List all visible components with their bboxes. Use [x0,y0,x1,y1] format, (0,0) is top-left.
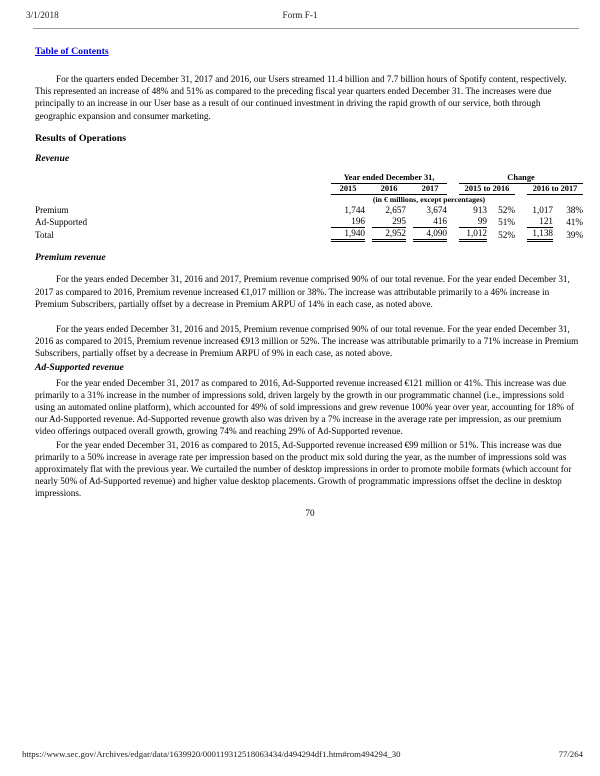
col-header-change-2015-2016: 2015 to 2016 [459,184,515,195]
total-change2-value: 1,138 [527,228,553,241]
col-header-change-2016-2017: 2016 to 2017 [527,184,583,195]
premium-change1-percent: 52% [498,204,516,215]
spacer-cell [35,184,331,195]
spacer-cell [35,173,331,184]
premium-change2-percent: 38% [566,204,584,215]
spacer-cell [406,204,413,216]
col-header-2015: 2015 [331,184,365,195]
total-change1-value: 1,012 [459,228,487,241]
print-date: 3/1/2018 [26,10,59,20]
premium-row-label: Premium [35,204,69,215]
spacer-cell [447,204,459,216]
premium-change1-value: 913 [473,204,488,215]
spacer-cell [365,204,372,216]
spacer-cell [515,204,527,216]
premium-paragraph-1: For the years ended December 31, 2016 and 2017, Premium revenue comprised 90% of our total revenue. For the year ended December 31, 2017 as compared to 2016, Premium revenue increased €1,017 million or 38%. The increase was attributable primarily to a 46% increase in Premium Subscribers, partially offset by a decrease in Premium ARPU of 14% in each case, as noted above. [35,274,570,309]
table-row-total [35,228,583,241]
col-header-2017: 2017 [413,184,447,195]
document-title: Form F-1 [282,10,318,20]
spacer-cell [406,216,413,228]
page-number: 70 [305,507,315,518]
units-note: (in € millions, except percentages) [372,194,486,204]
total-change1-percent: 52% [498,229,516,240]
spacer-cell [527,194,583,204]
revenue-table [35,173,583,243]
footer-page-indicator: 77/264 [558,749,583,759]
spacer-cell [515,228,527,241]
change-group-header: Change [459,173,583,184]
spacer-cell [515,216,527,228]
spacer-cell [35,194,331,204]
revenue-heading: Revenue [35,152,70,164]
results-of-operations-heading: Results of Operations [35,132,127,144]
premium-2015-value: 1,744 [344,204,365,215]
spacer-cell [406,184,413,195]
footer-url: https://www.sec.gov/Archives/edgar/data/1639920/000119312518063434/d494294df1.htm#rom494294_30 [22,749,401,759]
spacer-cell [365,216,372,228]
total-2015-value: 1,940 [331,228,365,241]
table-row-ad-supported [35,216,583,228]
header-divider [33,28,579,29]
premium-2016-value: 2,657 [385,204,406,215]
total-2017-value: 4,090 [413,228,447,241]
ad-supported-revenue-heading: Ad-Supported revenue [35,361,124,373]
premium-change2-value: 1,017 [532,204,554,215]
spacer-cell [365,228,372,241]
intro-paragraph: For the quarters ended December 31, 2017 and 2016, our Users streamed 11.4 billion and 7.7 billion hours of Spotify content, respectively. This represented an increase of 48% and 51% as compared to the preceding fiscal year quarters ended December 31. The increases were due principally to an increase in our User base as a result of our continued investment in driving the rapid growth of our service, both through geographic expansion and consumer marketing. [35,74,567,121]
print-header [26,10,574,23]
ad-supported-row-label: Ad-Supported [35,216,88,227]
total-row-label: Total [35,229,54,240]
ad-supported-paragraph-2: For the year ended December 31, 2016 as compared to 2015, Ad-Supported revenue increased €99 million or 51%. This increase was due primarily to a 50% increase in average rate per impression based on the product mix sold during the year, as the number of impressions sold was approximately flat with the previous year. We curtailed the number of desktop impressions in order to promote mobile formats (which account for nearly 50% of Ad-Supported revenue) and higher value desktop placements. Growth of programmatic impressions offset the decline in desktop impressions. [35,439,572,499]
ad-supported-2015-value: 196 [331,216,365,228]
premium-2017-value: 3,674 [426,204,448,215]
ad-supported-change1-percent: 51% [498,216,516,227]
spacer-cell [447,216,459,228]
ad-supported-2017-value: 416 [413,216,447,228]
ad-supported-paragraph-1: For the year ended December 31, 2017 as compared to 2016, Ad-Supported revenue increased €121 million or 41%. This increase was due primarily to a 31% increase in the number of impressions sold, driven largely by the growth in our programmatic channel (i.e., impressions sold using an automated online platform), which accounted for 49% of sold impressions and grew revenue 100% year over year, accounting for 18% of our Ad-Supported revenue. Ad-Supported revenue growth also was driven by a 7% increase in the average rate per impression, as our premium video offerings outpaced overall growth, growing 74% and reaching 29% of Ad-Supported revenue. [35,377,574,437]
total-2016-value: 2,952 [372,228,406,241]
table-group-header-row [35,173,583,184]
spacer-cell [406,228,413,241]
table-row-premium [35,204,583,216]
ad-supported-change2-value: 121 [527,216,553,228]
ad-supported-change2-percent: 41% [566,216,584,227]
total-change2-percent: 39% [566,229,584,240]
document-content [35,41,585,519]
table-units-row [35,194,583,204]
ad-supported-2016-value: 295 [372,216,406,228]
ad-supported-change1-value: 99 [459,216,487,228]
col-header-2016: 2016 [372,184,406,195]
spacer-cell [447,228,459,241]
table-of-contents-link[interactable]: Table of Contents [35,46,109,57]
year-group-header: Year ended December 31, [331,173,447,184]
premium-paragraph-2: For the years ended December 31, 2016 and 2015, Premium revenue comprised 90% of our total revenue. For the year ended December 31, 2016 as compared to 2015, Premium revenue increased €913 million or 52%. The increase was attributable primarily to a 71% increase in Premium Subscribers, partially offset by a decrease in Premium ARPU of 9% in each case, as noted above. [35,323,579,359]
spacer-cell [447,173,459,184]
table-column-header-row [35,184,583,195]
spacer-cell [365,184,372,195]
premium-revenue-heading: Premium revenue [35,252,106,264]
spacer-cell [447,184,459,195]
spacer-cell [515,184,527,195]
